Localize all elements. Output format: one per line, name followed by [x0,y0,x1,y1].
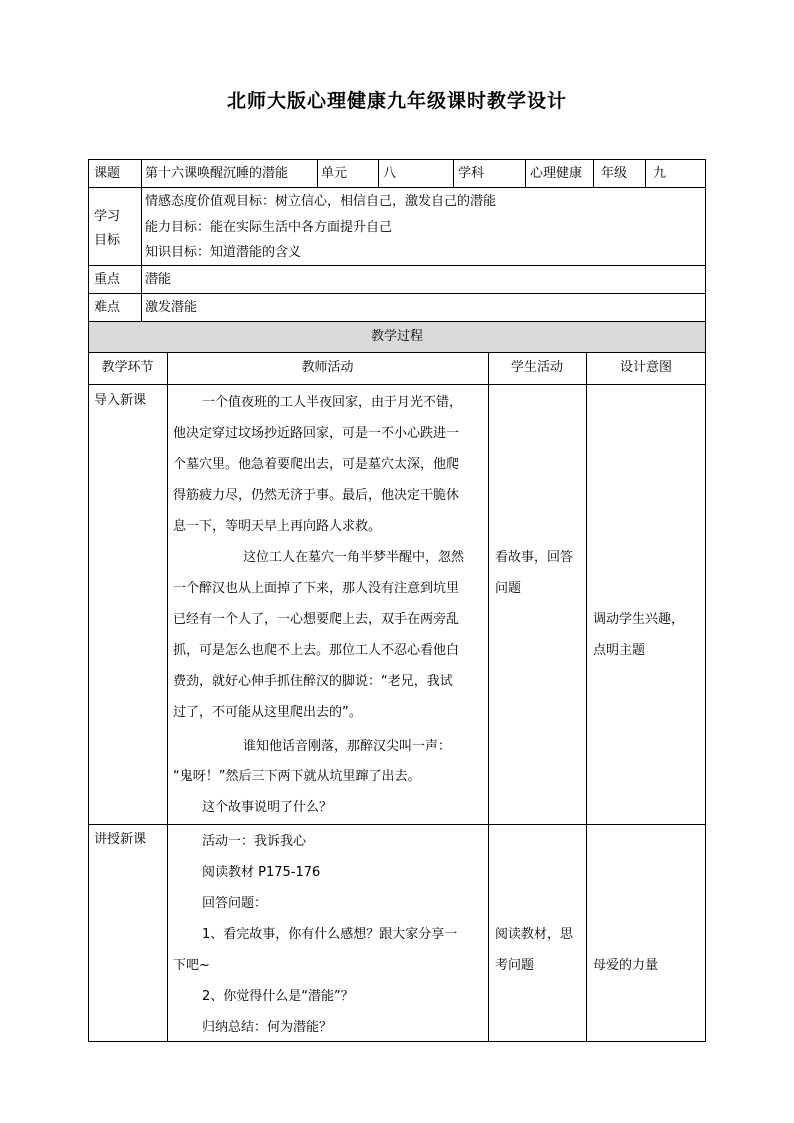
header-student: 学生活动 [510,360,563,375]
row1-stage: 导入新课 [94,393,147,408]
header-stage: 教学环节 [101,360,154,375]
row1-student-line2: 问题 [495,581,522,596]
paragraph-line: 谁知他话音刚落，那醉汉尖叫一声： [243,739,452,754]
grade-label: 年级 [601,166,628,181]
paragraph-line: 一个值夜班的工人半夜回家，由于月光不错， [202,395,463,410]
row2-intent-line1: 母爱的力量 [593,958,659,973]
row2-student-line2: 考问题 [495,958,535,973]
paragraph-line: “鬼呀！”然后三下两下就从坑里蹿了出去。 [173,769,421,784]
paragraph-line: 这位工人在墓穴一角半梦半醒中，忽然 [243,550,465,565]
paragraph-line: 费劲，就好心伸手抓住醉汉的脚说：“老兄，我试 [173,674,453,689]
topic-value: 第十六课唤醒沉睡的潜能 [145,166,289,181]
paragraph-line: 回答问题： [202,896,268,911]
topic-label: 课题 [94,166,121,181]
unit-label: 单元 [321,166,348,181]
row1-intent-line1: 调动学生兴趣， [593,612,685,627]
goals-label-line1: 学习 [94,209,121,224]
grade-value: 九 [653,166,667,181]
difficulty-label: 难点 [94,300,121,315]
unit-value: 八 [383,166,397,181]
paragraph-line: 个墓穴里。他急着要爬出去，可是墓穴太深，他爬 [173,457,460,472]
header-intent: 设计意图 [619,360,672,375]
paragraph-line: 过了，不可能从这里爬出去的”。 [173,705,362,720]
row1-student-line1: 看故事，回答 [495,550,574,565]
paragraph-line: 下吧~ [173,958,210,973]
paragraph-line: 得筋疲力尽，仍然无济于事。最后，他决定干脆休 [173,488,460,503]
key-point-value: 潜能 [145,272,172,287]
paragraph-line: 息一下，等明天早上再向路人求救。 [173,519,382,534]
header-teacher: 教师活动 [301,360,354,375]
row2-student-line1: 阅读教材，思 [495,927,574,942]
goal-affective: 情感态度价值观目标：树立信心，相信自己，激发自己的潜能 [145,194,497,209]
document-title: 北师大版心理健康九年级课时教学设计 [226,90,567,112]
goals-label-line2: 目标 [94,233,121,248]
paragraph-line: 这个故事说明了什么？ [202,800,333,815]
paragraph-line: 归纳总结：何为潜能？ [202,1020,333,1035]
goal-ability: 能力目标：能在实际生活中各方面提升自己 [145,220,393,235]
paragraph-line: 已经有一个人了，一心想要爬上去，双手在两旁乱 [173,612,460,627]
paragraph-line: 抓，可是怎么也爬不上去。那位工人不忍心看他白 [173,643,460,658]
subject-value: 心理健康 [530,166,583,181]
paragraph-line: 活动一：我诉我心 [202,834,307,849]
subject-label: 学科 [458,166,485,181]
paragraph-line: 阅读教材 P175-176 [202,865,321,880]
process-section-title: 教学过程 [370,329,423,344]
paragraph-line: 2、你觉得什么是“潜能”？ [202,989,354,1004]
row2-stage: 讲授新课 [94,832,147,847]
paragraph-line: 他决定穿过坟场抄近路回家，可是一不小心跌进一 [173,426,460,441]
paragraph-line: 1、看完故事，你有什么感想？跟大家分享一 [202,927,458,942]
row1-intent-line2: 点明主题 [593,643,646,658]
paragraph-line: 一个醉汉也从上面掉了下来，那人没有注意到坑里 [173,581,460,596]
goal-knowledge: 知识目标：知道潜能的含义 [145,245,302,260]
key-point-label: 重点 [94,272,121,287]
difficulty-value: 激发潜能 [145,300,198,315]
